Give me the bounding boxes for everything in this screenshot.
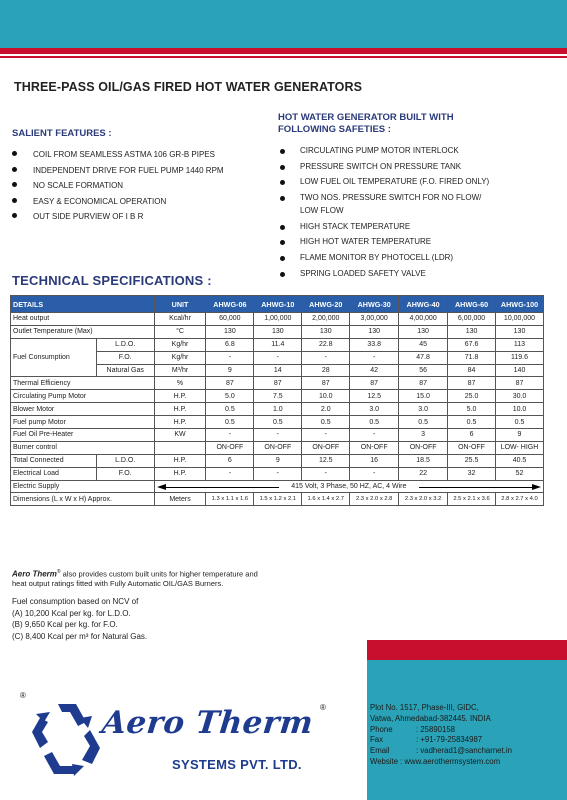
table-row: Heat output Kcal/hr 60,000 1,00,000 2,00,000 3,00,000 4,00,000 6,00,000 10,00,000 [11,313,544,326]
bullet-icon [12,198,17,203]
table-row: Outlet Temperature (Max) °C 130 130 130 130 130 130 130 [11,325,544,338]
company-logo-text: Aero Therm [100,705,315,741]
table-row: Total Connected L.D.O. H.P. 6 9 12.5 16 18.5 25.5 40.5 [11,454,544,467]
header-model: AHWG-10 [254,296,302,313]
safeties-heading: HOT WATER GENERATOR BUILT WITH FOLLOWING SAFETIES : [278,112,454,135]
list-item: CIRCULATING PUMP MOTOR INTERLOCK [280,143,489,159]
header-model: AHWG-100 [496,296,544,313]
bullet-icon [12,182,17,187]
bullet-icon [280,180,285,185]
list-item: EASY & ECONOMICAL OPERATION [12,194,224,210]
table-row: Dimensions (L x W x H) Approx. Meters 1.3 x 1.1 x 1.6 1.5 x 1.2 x 2.1 1.6 x 1.4 x 2.7 2.3 x 2.0 x 2.8 2.3 x 2.0 x 3.2 2.5 x 2.1 x 3.6 2.8 x 2.7 x 4.0 [11,493,544,506]
table-header-row [11,296,544,313]
table-row: Natural Gas M³/hr 9 14 28 42 56 84 140 [11,364,544,377]
safeties-list [280,143,489,281]
company-subtitle: SYSTEMS PVT. LTD. [172,757,302,772]
list-item: PRESSURE SWITCH ON PRESSURE TANK [280,159,489,175]
red-thin-stripe [0,56,567,58]
document-title: THREE-PASS OIL/GAS FIRED HOT WATER GENERATORS [14,80,363,94]
list-item: NO SCALE FORMATION [12,178,224,194]
list-item: OUT SIDE PURVIEW OF I B R [12,209,224,225]
table-row: Thermal Efficiency % 87 87 87 87 87 87 87 [11,377,544,390]
list-item: FLAME MONITOR BY PHOTOCELL (LDR) [280,250,489,266]
bullet-icon [280,149,285,154]
svg-text:®: ® [320,703,326,712]
table-row: Blower Motor H.P. 0.5 1.0 2.0 3.0 3.0 5.0 10.0 [11,403,544,416]
header-model: AHWG-40 [399,296,448,313]
bullet-icon [280,225,285,230]
tech-spec-heading: TECHNICAL SPECIFICATIONS : [12,273,212,288]
table-row: Circulating Pump Motor H.P. 5.0 7.5 10.0 12.5 15.0 25.0 30.0 [11,390,544,403]
header-model: AHWG-06 [206,296,254,313]
table-row: Electric Supply 415 Volt, 3 Phase, 50 HZ, AC, 4 Wire [11,480,544,493]
table-row: Burner control ON-OFF ON-OFF ON-OFF ON-OFF ON-OFF ON-OFF LOW- HIGH [11,441,544,454]
contact-details: Plot No. 1517, Phase-III, GIDC, Vatwa, Ahmedabad-382445. INDIA Phone : 25890158 Fax : +91-79-25834987 Email : vadherad1@sancharnet.in Website : www.aerothermsystem.com [370,703,512,766]
header-model: AHWG-30 [350,296,399,313]
bullet-icon [12,151,17,156]
list-item: TWO NOS. PRESSURE SWITCH FOR NO FLOW/ LOW FLOW [280,190,489,219]
header-model: AHWG-20 [302,296,350,313]
list-item: LOW FUEL OIL TEMPERATURE (F.O. FIRED ONLY) [280,174,489,190]
ncv-note: Fuel consumption based on NCV of (A) 10,200 Kcal per kg. for L.D.O. (B) 9,650 Kcal per kg. for F.O. (C) 8,400 Kcal per m³ for Natural Gas. [12,597,148,641]
tech-spec-table [10,295,544,506]
table-row: Electrical Load F.O. H.P. - - - - 22 32 52 [11,467,544,480]
list-item: HIGH HOT WATER TEMPERATURE [280,234,489,250]
bullet-icon [280,165,285,170]
svg-text:®: ® [20,691,26,700]
arrow-line [419,487,533,488]
table-row: Fuel Oil Pre-Heater KW - - - - 3 6 9 [11,429,544,442]
list-item: HIGH STACK TEMPERATURE [280,219,489,235]
table-row: Fuel Consumption L.D.O. Kg/hr 6.8 11.4 22.8 33.8 45 67.6 113 [11,338,544,351]
arrow-line [165,487,279,488]
list-item: SPRING LOADED SAFETY VALVE [280,266,489,282]
header-unit: UNIT [154,296,206,313]
header-details: DETAILS [11,296,155,313]
top-banner [0,0,567,48]
salient-features-heading: SALIENT FEATURES : [12,128,112,139]
custom-units-note: Aero Therm® also provides custom built units for higher temperature and heat output ratings fitted with Fully Automatic OIL/GAS Burners. [12,569,258,588]
red-stripe [0,48,567,54]
bullet-icon [12,213,17,218]
bullet-icon [280,240,285,245]
brand-inline: Aero Therm [12,569,57,579]
bullet-icon [280,196,285,201]
list-item: INDEPENDENT DRIVE FOR FUEL PUMP 1440 RPM [12,163,224,179]
bullet-icon [12,167,17,172]
salient-features-list [12,147,224,225]
bullet-icon [280,256,285,261]
electric-supply-cell: 415 Volt, 3 Phase, 50 HZ, AC, 4 Wire [154,480,543,493]
list-item: COIL FROM SEAMLESS ASTMA 106 GR-B PIPES [12,147,224,163]
header-model: AHWG-60 [448,296,496,313]
table-row: Fuel pump Motor H.P. 0.5 0.5 0.5 0.5 0.5 0.5 0.5 [11,416,544,429]
bullet-icon [280,272,285,277]
arrow-right-icon [532,484,541,490]
red-accent-block [367,640,567,660]
table-row: F.O. Kg/hr - - - - 47.8 71.8 119.6 [11,351,544,364]
